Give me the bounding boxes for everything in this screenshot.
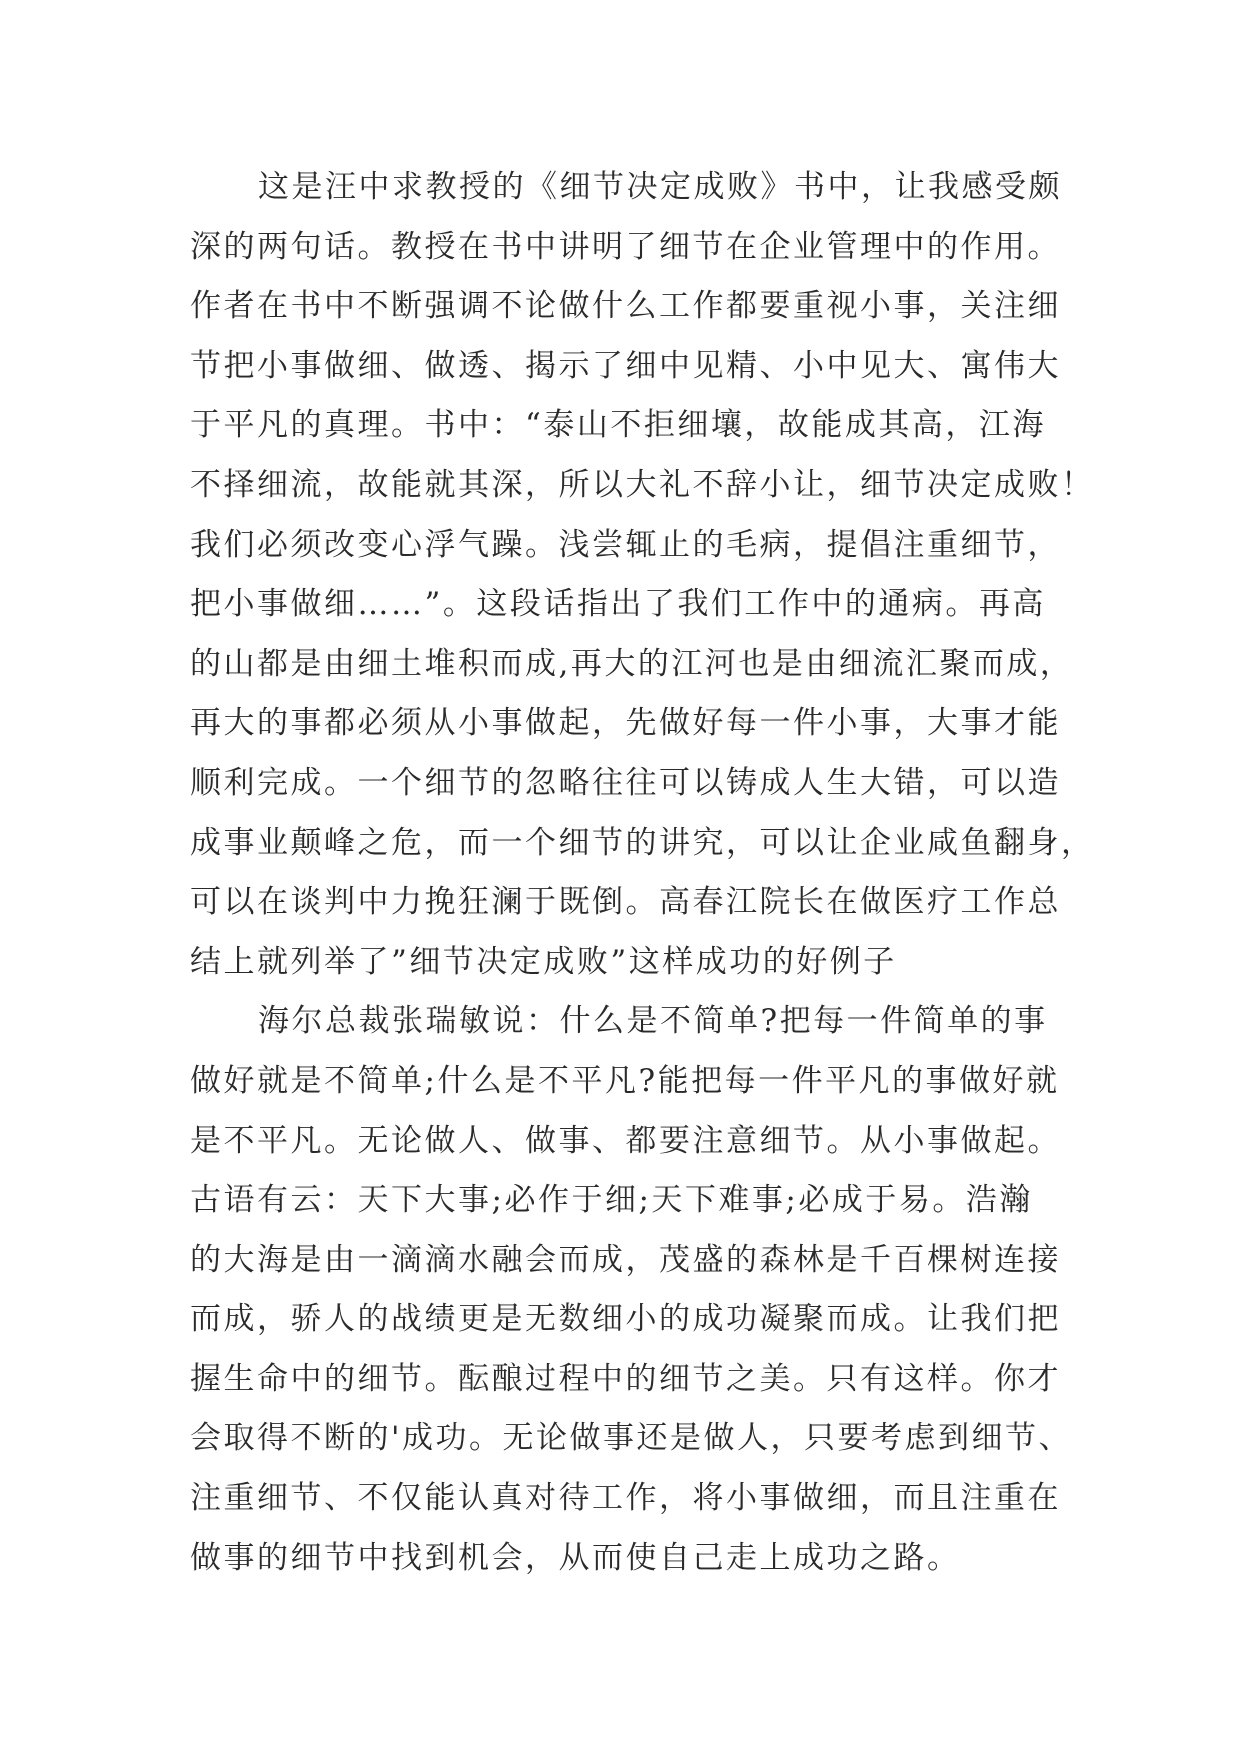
text-line: 顺利完成。一个细节的忽略往往可以铸成人生大错，可以造 (190, 764, 1061, 801)
text-line: 的大海是由一滴滴水融会而成，茂盛的森林是千百棵树连接 (190, 1241, 1061, 1278)
text-line: 做好就是不简单;什么是不平凡?能把每一件平凡的事做好就 (190, 1062, 1060, 1099)
text-line: 把小事做细……”。这段话指出了我们工作中的通病。再高 (190, 586, 1046, 623)
paragraph-2 (190, 992, 1073, 1588)
text-line: 古语有云：天下大事;必作于细;天下难事;必成于易。浩瀚 (190, 1182, 1033, 1219)
text-line: 节把小事做细、做透、揭示了细中见精、小中见大、寓伟大 (190, 347, 1061, 384)
body-text (190, 158, 1095, 1588)
text-line: 可以在谈判中力挽狂澜于既倒。高春江院长在做医疗工作总 (190, 884, 1061, 921)
text-line: 不择细流，故能就其深，所以大礼不辞小让，细节决定成败！ (190, 466, 1095, 503)
text-line: 而成，骄人的战绩更是无数细小的成功凝聚而成。让我们把 (190, 1301, 1061, 1338)
text-line: 结上就列举了”细节决定成败”这样成功的好例子 (190, 943, 897, 980)
text-line: 海尔总裁张瑞敏说：什么是不简单?把每一件简单的事 (258, 1003, 1048, 1040)
text-line: 作者在书中不断强调不论做什么工作都要重视小事，关注细 (190, 288, 1061, 325)
text-line: 于平凡的真理。书中：“泰山不拒细壤，故能成其高，江海 (190, 407, 1046, 444)
text-line: 注重细节、不仅能认真对待工作，将小事做细，而且注重在 (190, 1480, 1061, 1517)
text-line: 的山都是由细土堆积而成,再大的江河也是由细流汇聚而成， (190, 645, 1074, 682)
text-line: 这是汪中求教授的《细节决定成败》书中，让我感受颇 (258, 169, 1062, 205)
text-line: 我们必须改变心浮气躁。浅尝辄止的毛病，提倡注重细节， (190, 526, 1061, 563)
text-line: 是不平凡。无论做人、做事、都要注意细节。从小事做起。 (190, 1122, 1061, 1159)
text-line: 握生命中的细节。酝酿过程中的细节之美。只有这样。你才 (190, 1360, 1061, 1397)
text-line: 做事的细节中找到机会，从而使自己走上成功之路。 (190, 1539, 961, 1576)
text-line: 会取得不断的'成功。无论做事还是做人，只要考虑到细节、 (190, 1420, 1073, 1457)
text-line: 成事业颠峰之危，而一个细节的讲究，可以让企业咸鱼翻身， (190, 824, 1095, 861)
text-line: 深的两句话。教授在书中讲明了细节在企业管理中的作用。 (190, 228, 1061, 265)
paragraph-1 (190, 158, 1095, 992)
text-line: 再大的事都必须从小事做起，先做好每一件小事，大事才能 (190, 705, 1061, 742)
